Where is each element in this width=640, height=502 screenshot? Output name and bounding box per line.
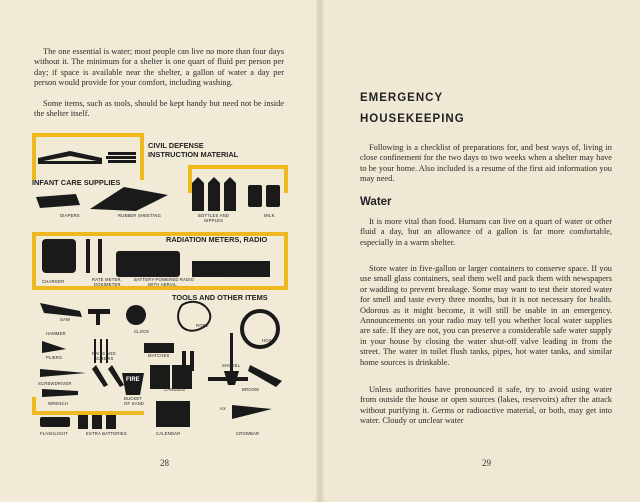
nipples-label: NIPPLES [204, 218, 224, 223]
matches-label: MATCHES [148, 353, 170, 358]
hose-label: HOSE [262, 338, 275, 343]
wrench-label: WRENCH [48, 401, 69, 406]
fire-bucket-text: FIRE [126, 377, 140, 383]
page-number-left: 28 [160, 458, 169, 468]
bottles-label: BOTTLES AND [198, 213, 230, 218]
book-gutter [316, 0, 324, 502]
candles-label: CANDLES [164, 387, 186, 392]
broom-label: BROOM [242, 387, 259, 392]
screws-label: SCREWS [94, 356, 114, 361]
pliers-label: PLIERS [46, 355, 63, 360]
water-storage-paragraph: Store water in five-gallon or larger containers to conserve space. If you use small glass containers, seal them well and pack them with newspapers or wadding to prevent breakage. Some may want to test their stored water for smell and taste every three months, but it is not necessary for health. Odorous as it might become, it will still be usable in an emergency. Announcements on your radio may tell you whether local water supplies are safe. If they are not, you can preserve a considerable safe water supply in your house by closing the water shut-off valve leading in from the street. The water in toilet flush tanks, pipes, hot water tanks, and similar home sources is drinkable. [360, 264, 612, 367]
flashlight-label: FLASHLIGHT [40, 431, 68, 436]
charger-label: CHARGER [42, 279, 65, 284]
shelter-supplies-illustration [32, 133, 290, 438]
screwdriver-label: SCREWDRIVER [38, 381, 72, 386]
dosimeter-label: DOSIMETER [94, 282, 121, 287]
of-sand-label: OF SAND [124, 401, 145, 406]
water-heading: Water [360, 196, 392, 208]
extra-batteries-bottom-label: EXTRA BATTERIES [86, 431, 127, 436]
nails-label: NAILS AND [92, 351, 116, 356]
milk-label: MILK [264, 213, 275, 218]
extra-batteries-label: EXTRA BATTERIES [226, 270, 267, 275]
rubber-sheeting-label: RUBBER SHEETING [118, 213, 162, 218]
radiation-meters-label: RADIATION METERS, RADIO [166, 235, 268, 244]
rope-label: ROPE [196, 323, 209, 328]
clock-label: CLOCK [134, 329, 150, 334]
water-essential-paragraph: The one essential is water; most people can live no more than four days without it. The minimum for a shelter is one quart of fluid per person per day; if space is available near the shelter, a gallon of water a day per person would provide for your comfort, including washing. [34, 47, 284, 88]
ax-label: AX [220, 406, 226, 411]
shovel-label: SHOVEL [222, 363, 241, 368]
civil-defense-label: CIVIL DEFENSE [148, 141, 204, 150]
infant-care-label: INFANT CARE SUPPLIES [32, 178, 121, 187]
rate-meter-label: RATE METER, [92, 277, 123, 282]
emergency-heading: EMERGENCY [360, 92, 444, 104]
page-number-right: 29 [482, 458, 491, 468]
right-page [320, 0, 640, 502]
water-contamination-paragraph: Unless authorities have pronounced it safe, try to avoid using water from outside the house or open sources (lakes, reservoirs) after the attack without purifying it. Germs or radioactive material, or both, may get into water. Cloudy or unclear water [360, 385, 612, 426]
with-aerial-label: WITH AERIAL [148, 282, 177, 287]
tools-label: TOOLS AND OTHER ITEMS [172, 293, 268, 302]
bucket-label: BUCKET [124, 396, 143, 401]
saw-label: SAW [60, 317, 70, 322]
checklist-intro-paragraph: Following is a checklist of preparations for, and best ways of, living in close confinement for the two days to two weeks when a shelter may have to be your home. Also included is a resume of the first aid information you may need. [360, 143, 612, 184]
housekeeping-heading: HOUSEKEEPING [360, 113, 465, 125]
water-vital-paragraph: It is more vital than food. Humans can live on a quart of water or other fluid a day, but an allowance of a gallon is far more comfortable, especially in a warm shelter. [360, 217, 612, 247]
crowbar-label: CROWBAR [236, 431, 260, 436]
battery-radio-label: BATTERY-POWERED RADIO [134, 277, 195, 282]
instruction-material-label: INSTRUCTION MATERIAL [148, 150, 239, 159]
calendar-label: CALENDAR [156, 431, 181, 436]
tools-paragraph: Some items, such as tools, should be kept handy but need not be inside the shelter itself. [34, 99, 284, 119]
diapers-label: DIAPERS [60, 213, 80, 218]
hammer-label: HAMMER [46, 331, 66, 336]
